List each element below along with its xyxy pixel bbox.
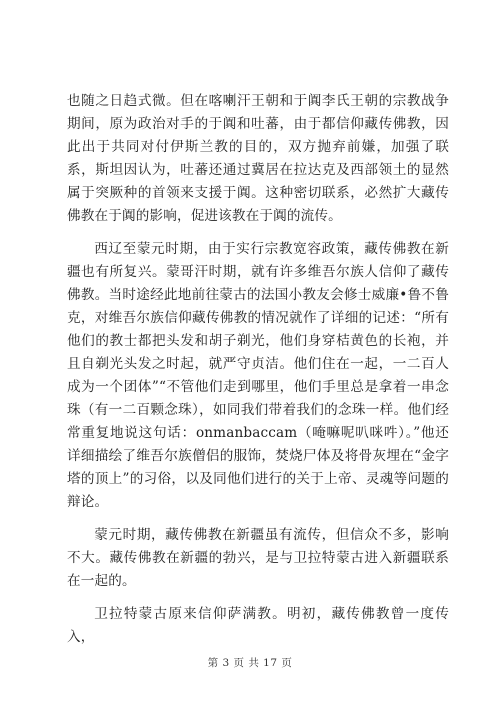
page-number-footer: 第 3 页 共 17 页 [207, 657, 293, 669]
document-body [67, 90, 449, 659]
paragraph-4: 卫拉特蒙古原来信仰萨满教。明初，藏传佛教曾一度传入， [67, 606, 449, 645]
paragraph-1: 也随之日趋式微。但在喀喇汗王朝和于阗李氏王朝的宗教战争期间，原为政治对手的于阗和吐蕃，由于都信仰藏传佛教，因此出于共同对付伊斯兰教的目的，双方抛弃前嫌，加强了联系，斯坦因认为，吐蕃还通过冀居在拉达克及西部领土的显然属于突厥种的首领来支援于阗。这种密切联系，必然扩大藏传佛教在于阗的影响，促进该教在于阗的流传。 [67, 93, 449, 224]
paragraph-2: 西辽至蒙元时期，由于实行宗教宽容政策，藏传佛教在新疆也有所复兴。蒙哥汗时期，就有许多维吾尔族人信仰了藏传佛教。当时途经此地前往蒙古的法国小教友会修士威廉•鲁不鲁克，对维吾尔族信仰藏传佛教的情况就作了详细的记述：“所有他们的教士都把头发和胡子剃光，他们身穿桔黄色的长袍，并且自剃光头发之时起，就严守贞洁。他们住在一起，一二百人成为一个团体”“不管他们走到哪里，他们手里总是拿着一串念珠（有一二百颗念珠），如同我们带着我们的念珠一样。他们经常重复地说这句话：onmanbaccam（唵嘛呢叭咪吽）。”他还详细描绘了维吾尔族僧侣的服饰，焚烧尸体及将骨灰埋在“金字塔的顶上”的习俗，以及同他们进行的关于上帝、灵魂等问题的辩论。 [67, 241, 449, 510]
paragraph-3: 蒙元时期，藏传佛教在新疆虽有流传，但信众不多，影响不大。藏传佛教在新疆的勃兴，是与卫拉特蒙古进入新疆联系在一起的。 [67, 527, 449, 589]
